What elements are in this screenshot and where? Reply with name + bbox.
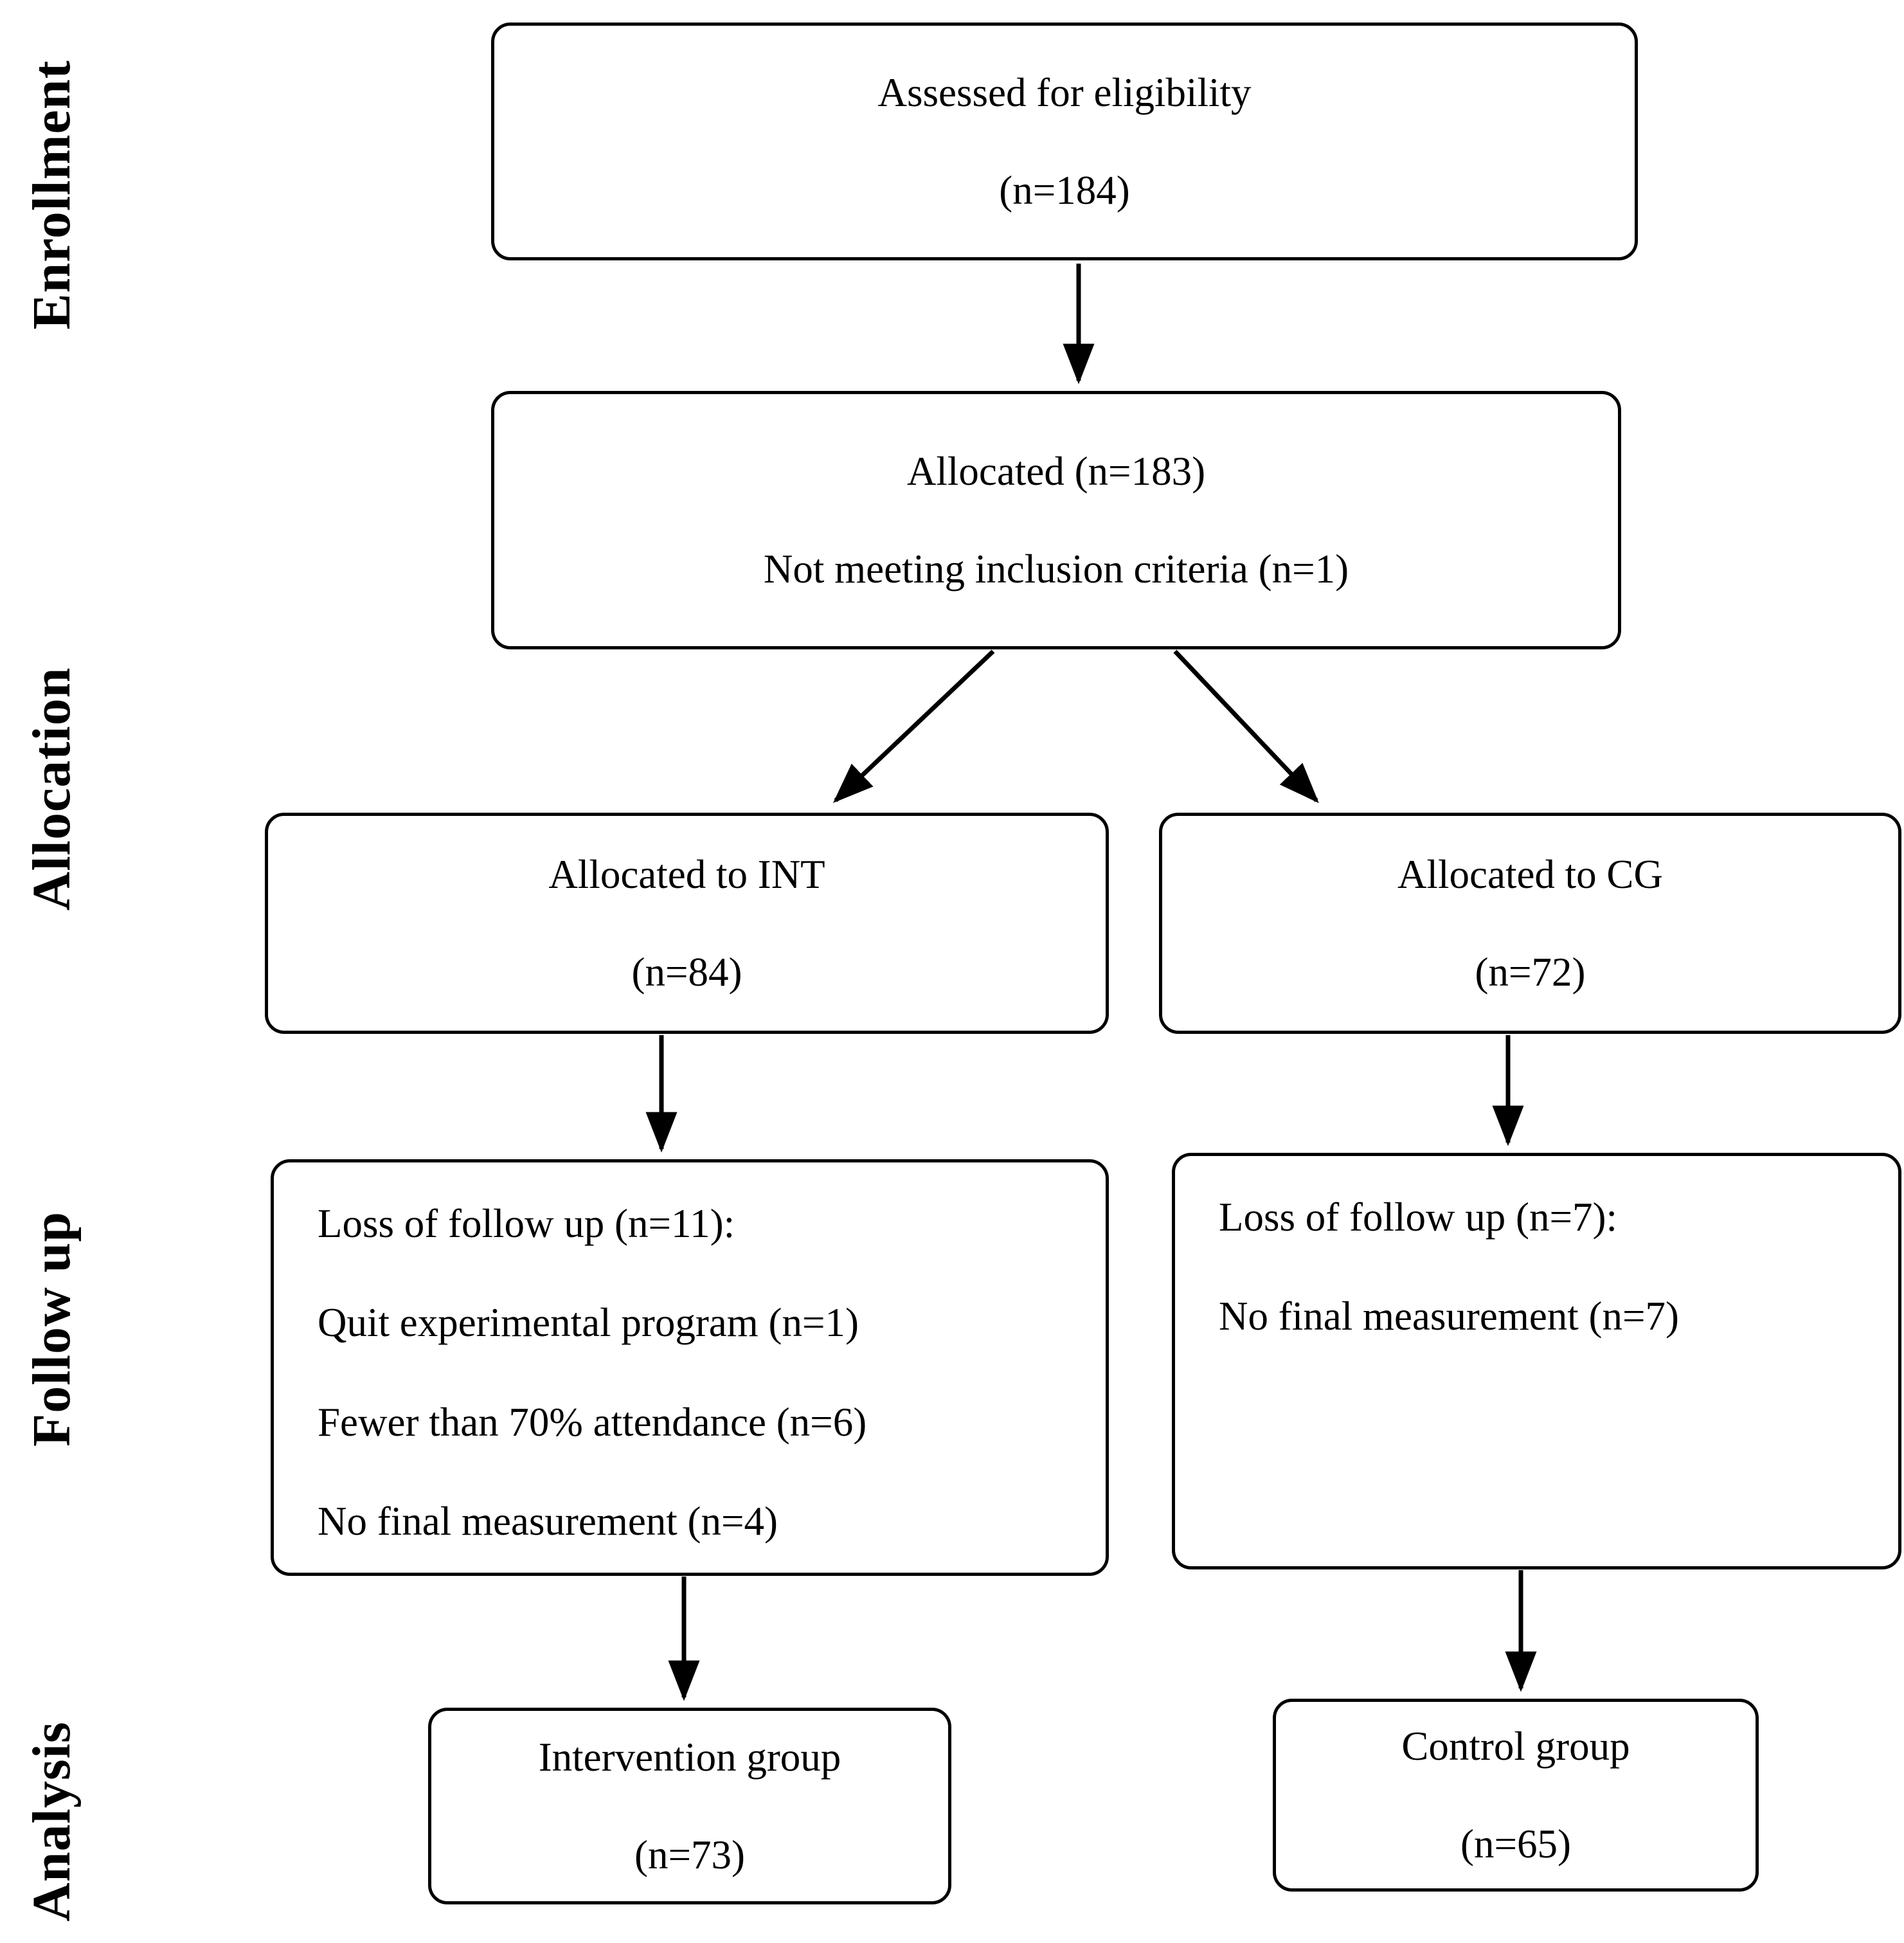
box-text-line: Allocated (n=183) bbox=[906, 448, 1206, 494]
box-text-line: Loss of follow up (n=11): bbox=[318, 1201, 735, 1246]
box-text-line: Loss of follow up (n=7): bbox=[1219, 1195, 1617, 1240]
arrow-allocated-to-int bbox=[836, 651, 993, 800]
box-text-line: (n=65) bbox=[1460, 1821, 1571, 1866]
box-text-line: Assessed for eligibility bbox=[877, 69, 1252, 115]
box-text-line: (n=184) bbox=[999, 168, 1130, 213]
box-text-line: No final measurement (n=4) bbox=[318, 1498, 778, 1544]
stage-label-followup: Follow up bbox=[21, 1211, 82, 1447]
box-assessed-for-eligibility bbox=[491, 23, 1638, 260]
box-text-line: (n=84) bbox=[631, 950, 742, 995]
box-text-line: Allocated to INT bbox=[548, 851, 825, 897]
box-text-line: Not meeting inclusion criteria (n=1) bbox=[763, 547, 1349, 592]
stage-label-allocation: Allocation bbox=[21, 667, 82, 911]
arrow-allocated-to-cg bbox=[1175, 651, 1316, 800]
box-allocated-to-int bbox=[265, 813, 1109, 1034]
box-text-line: Fewer than 70% attendance (n=6) bbox=[318, 1399, 867, 1445]
box-allocated-total bbox=[491, 391, 1621, 649]
box-control-group bbox=[1273, 1699, 1759, 1892]
box-followup-cg bbox=[1172, 1153, 1901, 1569]
box-text-line: Intervention group bbox=[538, 1734, 841, 1780]
box-text-line: Control group bbox=[1401, 1723, 1630, 1769]
box-text-line: (n=73) bbox=[634, 1832, 745, 1877]
box-text-line: (n=72) bbox=[1475, 950, 1586, 995]
box-text-line: Allocated to CG bbox=[1397, 851, 1663, 897]
box-intervention-group bbox=[428, 1708, 951, 1904]
box-text-line: No final measurement (n=7) bbox=[1219, 1294, 1680, 1339]
box-allocated-to-cg bbox=[1159, 813, 1901, 1034]
box-text-line: Quit experimental program (n=1) bbox=[318, 1300, 859, 1346]
stage-label-enrollment: Enrollment bbox=[21, 60, 82, 330]
box-followup-int bbox=[271, 1159, 1109, 1576]
stage-label-analysis: Analysis bbox=[21, 1721, 82, 1922]
